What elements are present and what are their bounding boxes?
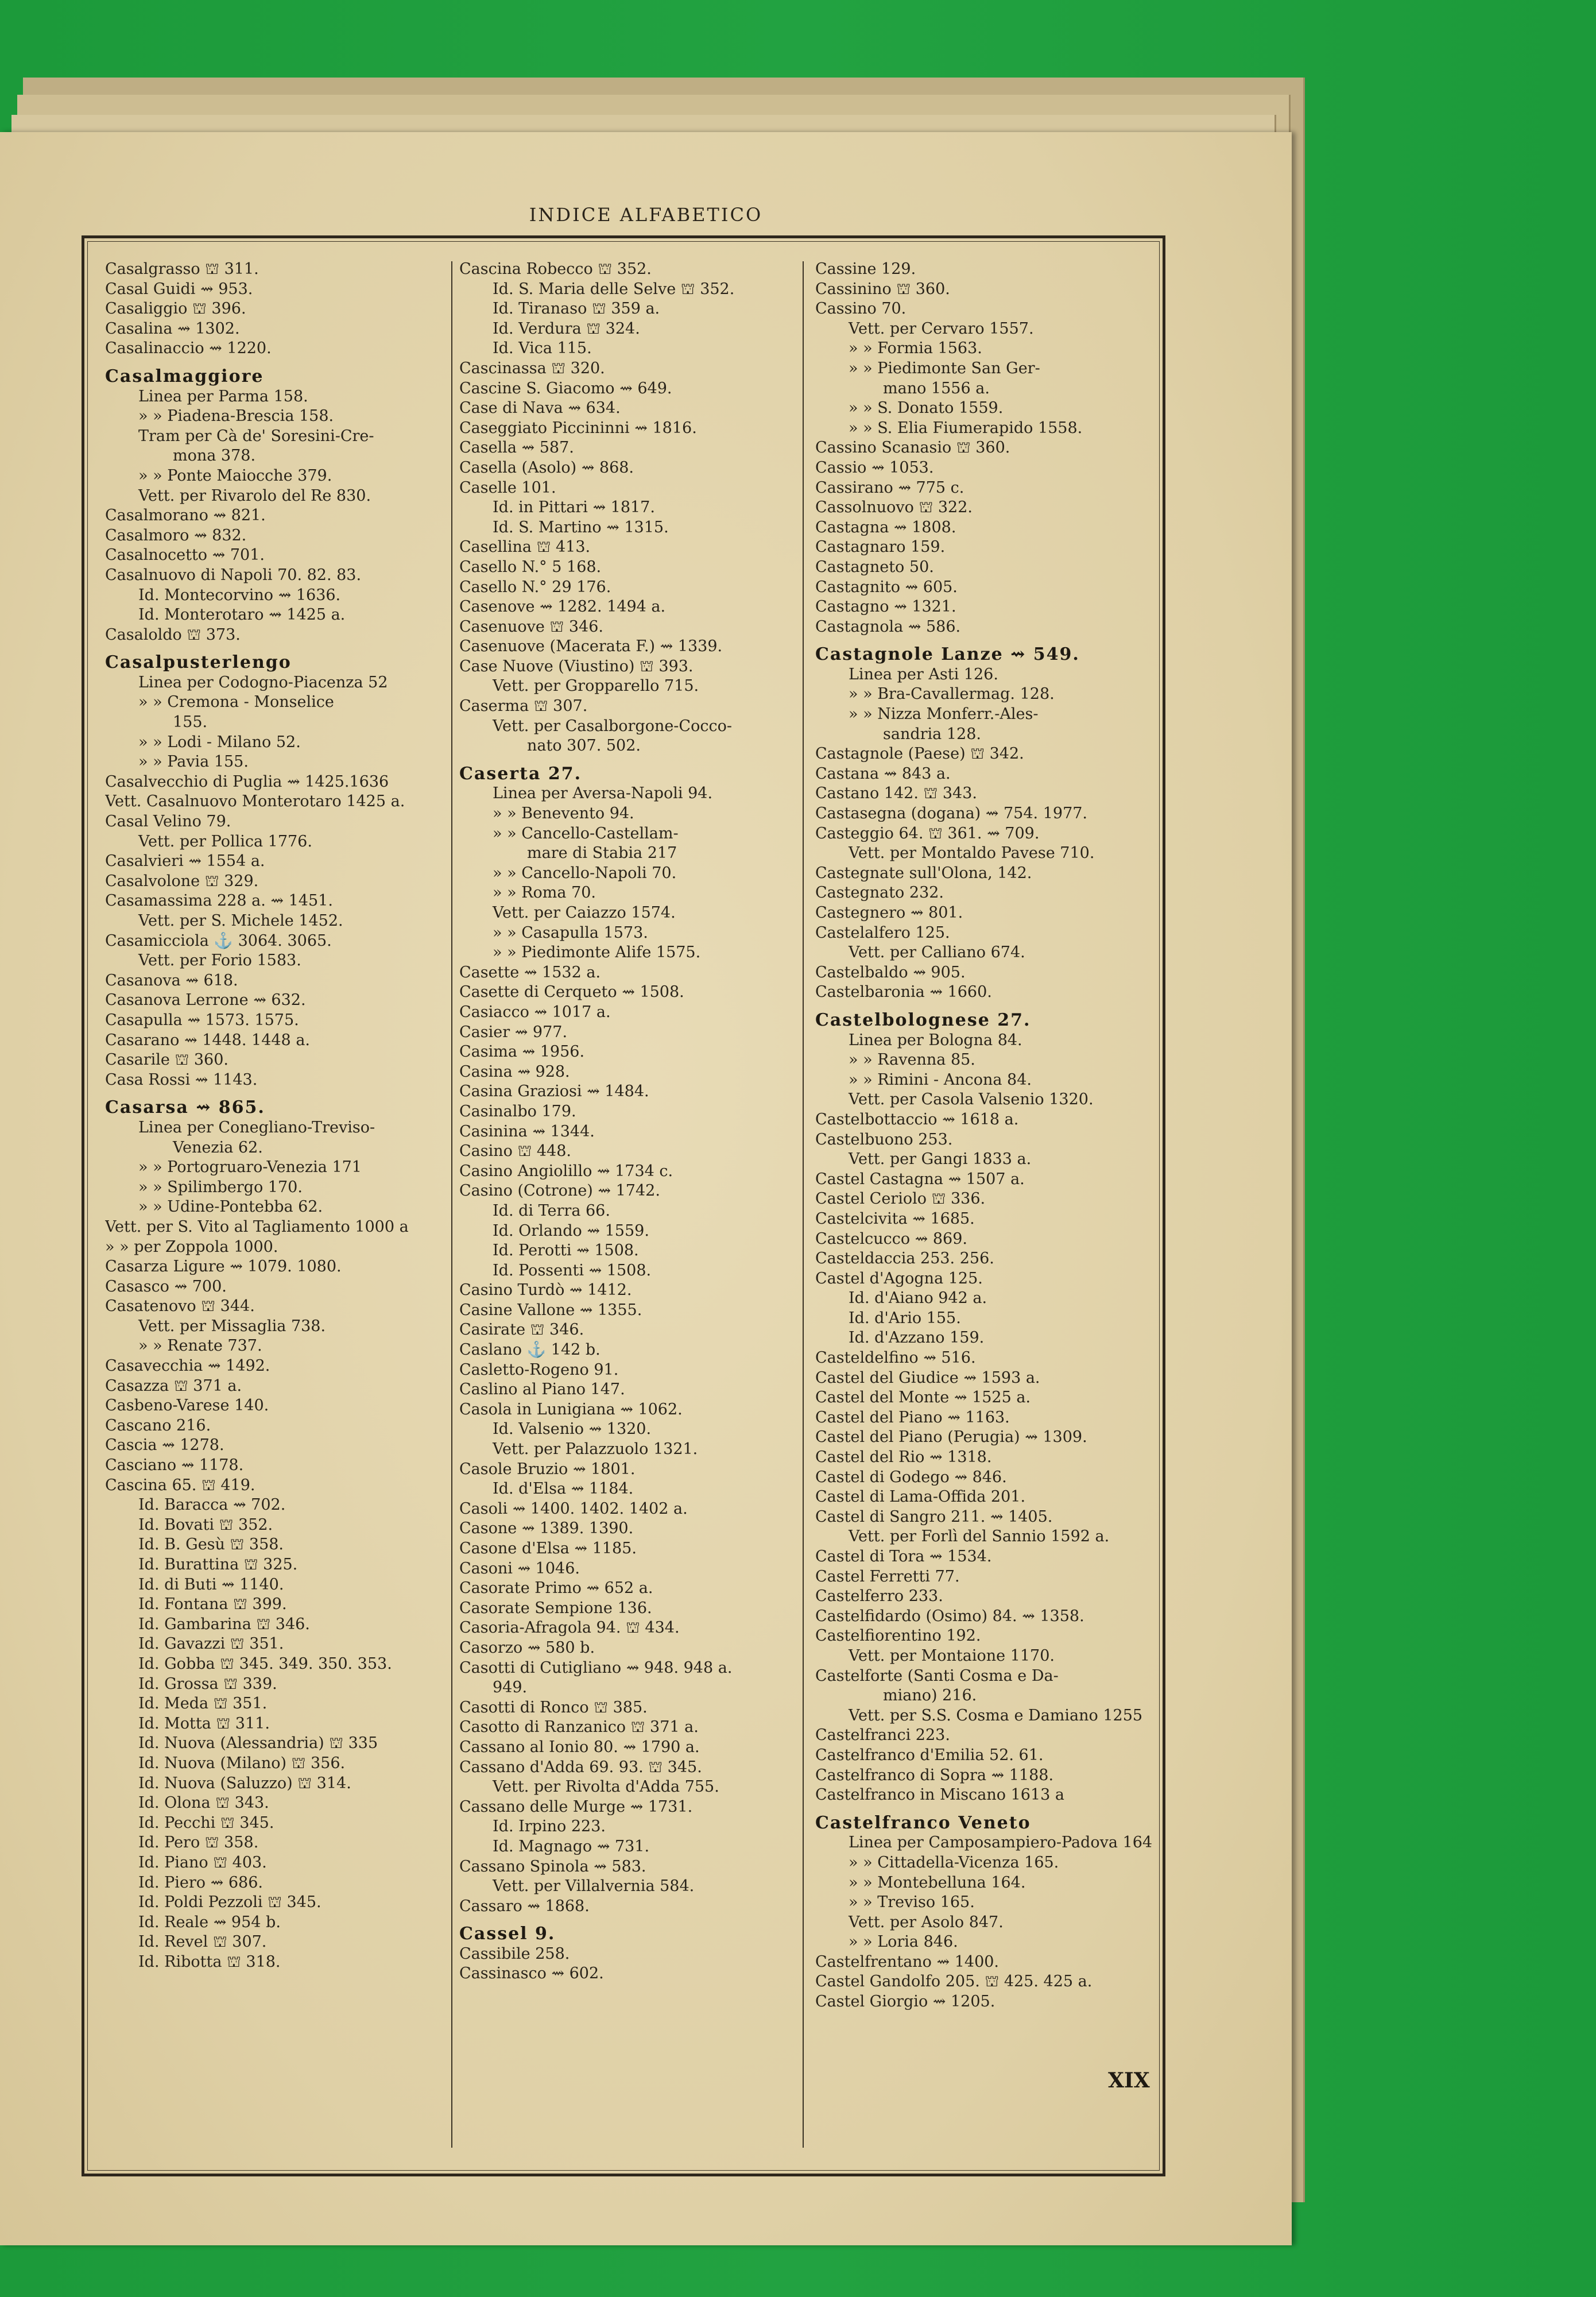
index-entry: Casella (Asolo) ⇝ 868. [459,458,634,477]
index-entry: Casalvieri ⇝ 1554 a. [105,852,265,871]
index-entry: mano 1556 a. [883,379,990,397]
book-page [0,132,1292,2245]
index-entry: Castel del Piano ⇝ 1163. [815,1408,1010,1426]
index-entry: Casotto di Ranzanico ⛫ 371 a. [459,1718,699,1737]
index-entry: Casatenovo ⛫ 344. [105,1297,255,1316]
index-entry: Id. d'Elsa ⇝ 1184. [493,1480,634,1498]
index-entry: » » Treviso 165. [849,1893,975,1912]
index-entry: Casello N.° 29 176. [459,578,611,596]
index-entry: Id. di Buti ⇝ 1140. [138,1575,284,1594]
index-entry: Castel di Tora ⇝ 1534. [815,1548,992,1565]
index-entry: Cascina Robecco ⛫ 352. [459,260,652,278]
index-entry: Casamassima 228 a. ⇝ 1451. [105,892,333,910]
index-entry: Casal Velino 79. [105,813,231,831]
index-entry: » » Cancello-Castellam- [493,824,679,842]
index-entry: » » Casapulla 1573. [493,923,648,942]
index-entry: Id. Irpino 223. [493,1818,606,1836]
index-entry: Castagno ⇝ 1321. [815,598,956,616]
index-entry: » » Piadena-Brescia 158. [138,407,334,426]
index-entry: Casette ⇝ 1532 a. [459,963,601,981]
index-entry: » » Spilimbergo 170. [138,1178,303,1196]
index-entry: Casalgrasso ⛫ 311. [105,260,259,278]
index-entry: Vett. per Montaldo Pavese 710. [849,844,1095,863]
index-entry: Vett. per Casola Valsenio 1320. [849,1091,1094,1109]
index-entry: Vett. per Cervaro 1557. [849,319,1034,338]
index-entry: Casenove ⇝ 1282. 1494 a. [459,598,666,616]
page-number: XIX [1108,2068,1150,2093]
index-entry: Id. di Terra 66. [493,1201,610,1220]
index-entry: Vett. per S. Michele 1452. [138,912,343,930]
index-entry: Cassano al Ionio 80. ⇝ 1790 a. [459,1738,700,1756]
index-entry: mona 378. [173,447,256,465]
index-entry: » » Pavia 155. [138,753,249,771]
index-entry: » » Ravenna 85. [849,1051,975,1069]
index-entry: Casole Bruzio ⇝ 1801. [459,1460,636,1478]
index-entry: Linea per Asti 126. [849,665,998,683]
index-entry: Casbeno-Varese 140. [105,1397,269,1415]
index-entry: » » Cremona - Monselice [138,693,334,711]
index-entry: Cassino Scanasio ⛫ 360. [815,439,1010,457]
index-entry: Casciano ⇝ 1178. [105,1456,244,1475]
index-entry: Id. Magnago ⇝ 731. [493,1837,650,1855]
index-entry: Id. Ribotta ⛫ 318. [138,1952,281,1971]
index-entry: Casazza ⛫ 371 a. [105,1376,242,1395]
index-entry: Casalvolone ⛫ 329. [105,872,259,890]
index-entry: » » Formia 1563. [849,339,982,358]
index-entry: Casavecchia ⇝ 1492. [105,1357,270,1375]
index-column-1 [105,260,450,1972]
index-entry: Id. S. Maria delle Selve ⛫ 352. [493,280,735,298]
index-entry: Castegnate sull'Olona, 142. [815,864,1032,882]
index-entry: Id. Gobba ⛫ 345. 349. 350. 353. [138,1654,392,1673]
index-entry: Castagnito ⇝ 605. [815,578,958,596]
index-entry: Linea per Parma 158. [138,387,308,405]
index-entry: Caseggiato Piccininni ⇝ 1816. [459,419,697,437]
index-entry: Castel di Sangro 211. ⇝ 1405. [815,1507,1053,1526]
index-entry: Id. d'Aiano 942 a. [849,1289,987,1308]
index-entry: Casorzo ⇝ 580 b. [459,1638,595,1657]
index-entry: nato 307. 502. [527,737,641,755]
index-entry: Casola in Lunigiana ⇝ 1062. [459,1400,683,1418]
index-entry: Casoli ⇝ 1400. 1402. 1402 a. [459,1499,688,1518]
index-entry: Casone ⇝ 1389. 1390. [459,1519,634,1538]
index-entry: » » Udine-Pontebba 62. [138,1198,323,1216]
index-column-3 [815,260,1160,2012]
index-entry: Cascano 216. [105,1416,211,1434]
index-entry: Castel del Monte ⇝ 1525 a. [815,1389,1031,1407]
index-entry: Castagnola ⇝ 586. [815,617,961,636]
index-entry: Casarza Ligure ⇝ 1079. 1080. [105,1258,342,1276]
index-entry: Castel di Lama-Offida 201. [815,1488,1026,1506]
index-entry: Castelbuono 253. [815,1130,953,1148]
index-entry: Id. Orlando ⇝ 1559. [493,1221,649,1240]
index-entry: » » Benevento 94. [493,805,634,823]
running-head: INDICE ALFABETICO [529,204,763,226]
index-entry: Vett. per Calliano 674. [849,943,1025,962]
index-entry: Id. d'Ario 155. [849,1309,961,1327]
index-entry: Castagnole (Paese) ⛫ 342. [815,745,1024,763]
index-entry: Id. Olona ⛫ 343. [138,1794,269,1812]
index-entry: Castel del Rio ⇝ 1318. [815,1448,992,1467]
index-entry: Id. Pero ⛫ 358. [138,1834,259,1852]
index-entry: Id. Nuova (Milano) ⛫ 356. [138,1754,346,1772]
index-entry: Casalina ⇝ 1302. [105,319,240,338]
index-entry: Castelbaldo ⇝ 905. [815,963,966,981]
index-entry: Id. Nuova (Alessandria) ⛫ 335 [138,1734,378,1753]
index-entry: Id. Pecchi ⛫ 345. [138,1813,274,1832]
index-entry: Id. Nuova (Saluzzo) ⛫ 314. [138,1774,351,1792]
index-entry: Caserma ⛫ 307. [459,697,588,716]
index-entry: Id. S. Martino ⇝ 1315. [493,518,669,536]
index-entry: Casino Turdò ⇝ 1412. [459,1281,632,1300]
index-entry: » » per Zoppola 1000. [105,1238,278,1256]
index-entry: Casalnuovo di Napoli 70. 82. 83. [105,566,362,584]
index-entry: » » Roma 70. [493,884,596,902]
index-heading: Cassel 9. [459,1924,556,1944]
index-entry: Linea per Bologna 84. [849,1031,1022,1049]
index-entry: Vett. per Caiazzo 1574. [493,904,676,922]
index-entry: Linea per Camposampiero-Padova 164 [849,1834,1153,1852]
index-entry: Casalnocetto ⇝ 701. [105,546,265,564]
index-entry: Case Nuove (Viustino) ⛫ 393. [459,657,694,675]
index-entry: sandria 128. [883,725,981,743]
index-entry: Casinalbo 179. [459,1102,576,1120]
index-entry: Caslano ⚓ 142 b. [459,1341,601,1359]
index-entry: » » S. Donato 1559. [849,399,1004,417]
index-entry: » » Cittadella-Vicenza 165. [849,1853,1059,1871]
index-entry: Id. Monterotaro ⇝ 1425 a. [138,606,346,624]
index-entry: Castel Giorgio ⇝ 1205. [815,1993,995,2011]
index-entry: Id. Gavazzi ⛫ 351. [138,1635,284,1653]
index-entry: Castel del Piano (Perugia) ⇝ 1309. [815,1428,1087,1447]
index-entry: Casinina ⇝ 1344. [459,1122,595,1140]
index-entry: Casteggio 64. ⛫ 361. ⇝ 709. [815,824,1040,842]
index-heading: Castelfranco Veneto [815,1813,1031,1833]
index-entry: Cassine 129. [815,260,916,278]
index-entry: Casanova ⇝ 618. [105,971,238,989]
index-entry: Id. Possenti ⇝ 1508. [493,1261,652,1279]
index-entry: Casella ⇝ 587. [459,439,574,457]
index-entry: » » Ponte Maiocche 379. [138,466,332,485]
index-entry: Casier ⇝ 977. [459,1023,568,1041]
index-entry: Vett. per S.S. Cosma e Damiano 1255 [849,1706,1143,1724]
index-entry: Caslino al Piano 147. [459,1380,625,1399]
index-entry: Id. Montecorvino ⇝ 1636. [138,586,341,604]
index-entry: Casino (Cotrone) ⇝ 1742. [459,1182,660,1200]
index-entry: Vett. per Gropparello 715. [493,677,699,695]
index-entry: Id. Piano ⛫ 403. [138,1853,267,1871]
index-entry: Castelferro 233. [815,1587,943,1606]
index-entry: Casine Vallone ⇝ 1355. [459,1301,642,1319]
index-entry: mare di Stabia 217 [527,844,677,863]
index-entry: Casaloldo ⛫ 373. [105,625,241,644]
index-entry: Castelforte (Santi Cosma e Da- [815,1666,1059,1685]
index-entry: Id. Fontana ⛫ 399. [138,1595,287,1614]
index-entry: Vett. per Villalvernia 584. [493,1877,695,1896]
index-entry: Id. Poldi Pezzoli ⛫ 345. [138,1893,321,1912]
index-entry: » » Montebelluna 164. [849,1873,1026,1892]
index-entry: » » Rimini - Ancona 84. [849,1070,1032,1089]
index-entry: Caselle 101. [459,478,556,497]
index-entry: Castagnaro 159. [815,538,946,556]
index-entry: miano) 216. [883,1687,977,1705]
index-entry: Cascine S. Giacomo ⇝ 649. [459,379,672,397]
index-entry: Linea per Codogno-Piacenza 52 [138,673,388,691]
index-heading: Castelbolognese 27. [815,1010,1031,1030]
index-heading: Casarsa ⇝ 865. [105,1098,265,1118]
index-entry: Cassio ⇝ 1053. [815,458,934,477]
index-entry: Casorate Primo ⇝ 652 a. [459,1579,653,1598]
index-entry: Castelalfero 125. [815,923,950,942]
index-entry: Casarile ⛫ 360. [105,1051,228,1069]
index-entry: Cassino 70. [815,300,907,318]
index-entry: Casletto-Rogeno 91. [459,1360,619,1379]
index-entry: Venezia 62. [173,1138,263,1157]
index-entry: Id. Revel ⛫ 307. [138,1933,267,1951]
index-entry: Castelfranco in Miscano 1613 a [815,1786,1065,1804]
index-entry: Casima ⇝ 1956. [459,1043,585,1061]
index-entry: Id. in Pittari ⇝ 1817. [493,498,655,517]
index-entry: Castelfranco di Sopra ⇝ 1188. [815,1766,1054,1784]
index-entry: Vett. per Missaglia 738. [138,1317,326,1335]
index-entry: Casalmorano ⇝ 821. [105,506,266,525]
index-entry: Casalinaccio ⇝ 1220. [105,339,272,358]
index-entry: Casenuove ⛫ 346. [459,617,603,636]
index-entry: Castelcivita ⇝ 1685. [815,1209,975,1228]
index-entry: » » Lodi - Milano 52. [138,733,301,751]
column-rule [451,261,452,2148]
index-entry: Castelbaronia ⇝ 1660. [815,983,992,1001]
index-entry: Vett. per Rivolta d'Adda 755. [493,1778,719,1796]
index-entry: Id. Baracca ⇝ 702. [138,1496,286,1514]
index-entry: Id. Verdura ⛫ 324. [493,319,640,338]
index-column-2 [459,260,804,1984]
index-entry: Casarano ⇝ 1448. 1448 a. [105,1031,310,1049]
index-entry: Casette di Cerqueto ⇝ 1508. [459,983,684,1001]
index-entry: Id. Grossa ⛫ 339. [138,1675,277,1693]
index-entry: Casone d'Elsa ⇝ 1185. [459,1540,637,1557]
index-entry: Casirate ⛫ 346. [459,1321,584,1339]
index-entry: » » S. Elia Fiumerapido 1558. [849,419,1083,437]
index-entry: Casalvecchio di Puglia ⇝ 1425.1636 [105,772,389,791]
index-entry: Id. Vica 115. [493,339,592,358]
index-entry: Vett. per Montaione 1170. [849,1646,1055,1665]
index-entry: Castegnero ⇝ 801. [815,904,963,922]
index-entry: Cassinino ⛫ 360. [815,280,950,298]
index-entry: Castel Ferretti 77. [815,1567,960,1586]
index-entry: Castel Gandolfo 205. ⛫ 425. 425 a. [815,1973,1093,1991]
index-entry: » » Loria 846. [849,1933,958,1951]
index-entry: Cassano d'Adda 69. 93. ⛫ 345. [459,1758,702,1776]
index-entry: » » Renate 737. [138,1337,262,1355]
index-entry: Id. Gambarina ⛫ 346. [138,1615,310,1633]
index-entry: Case di Nava ⇝ 634. [459,399,621,417]
index-entry: Casotti di Cutigliano ⇝ 948. 948 a. [459,1658,733,1677]
index-entry: Vett. per Forlì del Sannio 1592 a. [849,1528,1110,1546]
index-heading: Castagnole Lanze ⇝ 549. [815,645,1080,665]
index-entry: Casotti di Ronco ⛫ 385. [459,1698,648,1716]
index-entry: Id. Meda ⛫ 351. [138,1695,268,1713]
index-entry: Id. Bovati ⛫ 352. [138,1515,273,1534]
index-entry: Castel Castagna ⇝ 1507 a. [815,1170,1025,1188]
index-entry: Id. Perotti ⇝ 1508. [493,1242,639,1260]
index-entry: Cassano Spinola ⇝ 583. [459,1857,646,1876]
index-entry: Castegnato 232. [815,884,944,902]
index-heading: Casalpusterlengo [105,653,292,673]
index-entry: Casello N.° 5 168. [459,558,602,576]
index-entry: » » Portogruaro-Venezia 171 [138,1158,362,1177]
index-entry: Casaliggio ⛫ 396. [105,300,246,318]
index-entry: Castagneto 50. [815,558,934,576]
index-entry: Vett. per Casalborgone-Cocco- [493,717,732,735]
index-entry: Casellina ⛫ 413. [459,538,591,556]
index-entry: Tram per Cà de' Soresini-Cre- [138,427,374,445]
index-entry: Id. Reale ⇝ 954 b. [138,1913,281,1931]
index-entry: Casenuove (Macerata F.) ⇝ 1339. [459,637,723,656]
index-entry: Castelfranco d'Emilia 52. 61. [815,1746,1044,1764]
index-entry: Id. d'Azzano 159. [849,1329,985,1347]
index-entry: Cascinassa ⛫ 320. [459,359,605,377]
index-entry: Vett. per Palazzuolo 1321. [493,1440,698,1459]
index-entry: Castelfrentano ⇝ 1400. [815,1952,1000,1971]
index-entry: Castelfidardo (Osimo) 84. ⇝ 1358. [815,1607,1084,1625]
index-entry: Casteldaccia 253. 256. [815,1250,994,1268]
index-entry: Casteldelfino ⇝ 516. [815,1349,976,1367]
index-entry: Casamicciola ⚓ 3064. 3065. [105,931,332,950]
index-entry: Casino ⛫ 448. [459,1142,571,1161]
index-entry: Casina Graziosi ⇝ 1484. [459,1082,649,1101]
index-entry: » » Nizza Monferr.-Ales- [849,705,1039,724]
index-entry: Linea per Conegliano-Treviso- [138,1118,375,1136]
index-entry: Casina ⇝ 928. [459,1062,570,1081]
index-entry: Castel d'Agogna 125. [815,1269,983,1287]
index-entry: » » Piedimonte San Ger- [849,359,1040,377]
index-entry: Casanova Lerrone ⇝ 632. [105,991,306,1010]
index-entry: Casino Angiolillo ⇝ 1734 c. [459,1162,673,1180]
index-entry: Castel di Godego ⇝ 846. [815,1468,1007,1486]
index-entry: Cassirano ⇝ 775 c. [815,478,964,497]
index-entry: Id. Piero ⇝ 686. [138,1873,263,1892]
index-entry: Castano 142. ⛫ 343. [815,784,977,803]
index-entry: Vett. Casalnuovo Monterotaro 1425 a. [105,792,405,811]
index-entry: 155. [173,713,208,732]
index-entry: Casal Guidi ⇝ 953. [105,280,253,298]
index-entry: Castelfiorentino 192. [815,1627,981,1645]
index-entry: Cassolnuovo ⛫ 322. [815,498,973,517]
index-entry: Castelcucco ⇝ 869. [815,1229,967,1248]
index-entry: Cascia ⇝ 1278. [105,1436,224,1455]
index-entry: Vett. per Gangi 1833 a. [849,1150,1032,1169]
index-entry: Castel del Giudice ⇝ 1593 a. [815,1368,1040,1387]
index-entry: Castel Ceriolo ⛫ 336. [815,1190,986,1208]
index-entry: Cassinasco ⇝ 602. [459,1965,604,1983]
index-entry: 949. [493,1679,528,1697]
index-entry: » » Bra-Cavallermag. 128. [849,685,1055,703]
index-entry: Vett. per Rivarolo del Re 830. [138,486,371,505]
index-entry: Id. Valsenio ⇝ 1320. [493,1420,652,1438]
index-entry: Castelbottaccio ⇝ 1618 a. [815,1110,1019,1128]
index-entry: Casoni ⇝ 1046. [459,1559,580,1577]
index-entry: Casorate Sempione 136. [459,1599,652,1617]
index-entry: Castasegna (dogana) ⇝ 754. 1977. [815,805,1088,823]
index-heading: Caserta 27. [459,764,582,784]
index-entry: Id. B. Gesù ⛫ 358. [138,1536,284,1554]
index-entry: Cascina 65. ⛫ 419. [105,1476,255,1494]
index-entry: » » Cancello-Napoli 70. [493,864,677,882]
index-entry: Casoria-Afragola 94. ⛫ 434. [459,1619,680,1637]
index-entry: Vett. per Asolo 847. [849,1913,1004,1931]
index-entry: Vett. per Forio 1583. [138,952,301,970]
index-entry: Casasco ⇝ 700. [105,1277,227,1296]
index-entry: Castana ⇝ 843 a. [815,764,951,783]
index-entry: Id. Motta ⛫ 311. [138,1714,270,1733]
index-entry: Linea per Aversa-Napoli 94. [493,784,713,803]
index-entry: Castelfranci 223. [815,1726,950,1745]
index-entry: Casapulla ⇝ 1573. 1575. [105,1011,299,1029]
index-entry: » » Piedimonte Alife 1575. [493,943,701,962]
index-entry: Castagna ⇝ 1808. [815,518,956,536]
index-entry: Cassaro ⇝ 1868. [459,1897,590,1915]
index-entry: Casa Rossi ⇝ 1143. [105,1070,258,1089]
index-heading: Casalmaggiore [105,366,264,386]
index-entry: Casalmoro ⇝ 832. [105,526,247,544]
index-entry: Cassano delle Murge ⇝ 1731. [459,1797,693,1816]
index-entry: Vett. per S. Vito al Tagliamento 1000 a [105,1217,409,1236]
index-entry: Casiacco ⇝ 1017 a. [459,1003,611,1021]
index-entry: Vett. per Pollica 1776. [138,832,312,850]
index-entry: Cassibile 258. [459,1944,570,1963]
index-entry: Id. Tiranaso ⛫ 359 a. [493,300,660,318]
index-entry: Id. Burattina ⛫ 325. [138,1556,298,1573]
